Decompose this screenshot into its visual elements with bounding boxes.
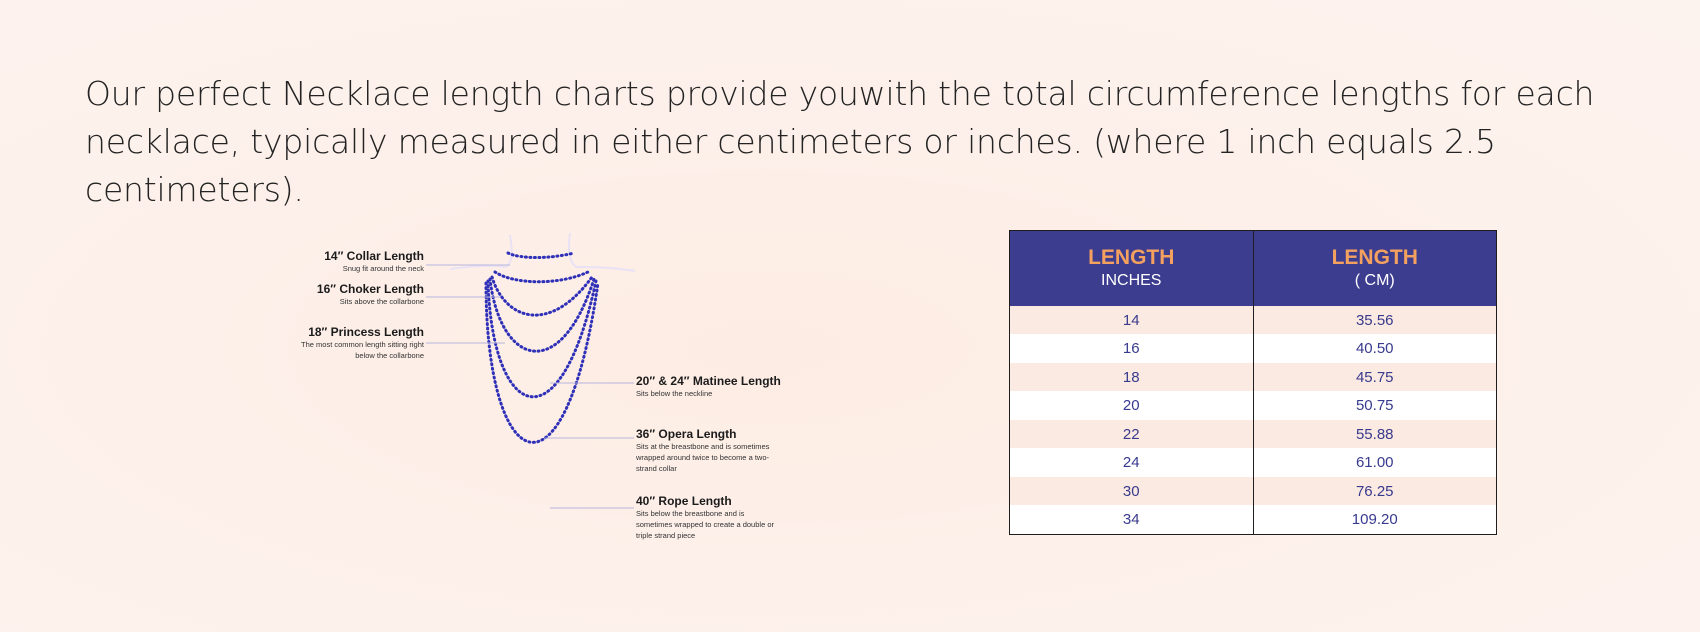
table-row [1010, 448, 1497, 476]
necklace-length-diagram [300, 225, 800, 555]
necklace-rope [486, 283, 598, 442]
label-matinee [636, 374, 786, 399]
cell-inches: 22 [1010, 420, 1254, 448]
cell-inches: 30 [1010, 477, 1254, 505]
cell-cm: 55.88 [1253, 420, 1497, 448]
cell-inches: 18 [1010, 363, 1254, 391]
label-princess [294, 325, 424, 361]
header-cm-title: LENGTH [1331, 245, 1418, 269]
label-rope-desc: Sits below the breastbone and is sometimes wrapped to create a double or triple strand piece [636, 509, 774, 540]
header-inches-unit: INCHES [1101, 271, 1162, 289]
table-row [1010, 477, 1497, 505]
cell-inches: 24 [1010, 448, 1254, 476]
cell-cm: 109.20 [1253, 505, 1497, 534]
neck-outline [506, 233, 576, 267]
label-choker-desc: Sits above the collarbone [339, 297, 424, 306]
header-cm [1253, 231, 1497, 307]
label-princess-title: 18″ Princess Length [308, 325, 424, 339]
length-conversion-table [1009, 230, 1497, 535]
label-opera [636, 427, 776, 474]
cell-cm: 61.00 [1253, 448, 1497, 476]
table-row [1010, 505, 1497, 534]
necklace-collar [508, 253, 574, 258]
label-choker-title: 16″ Choker Length [316, 282, 424, 296]
necklace-choker [495, 272, 588, 282]
header-inches-title: LENGTH [1088, 245, 1175, 269]
label-opera-title: 36″ Opera Length [636, 427, 737, 441]
table-header-row [1010, 231, 1497, 307]
label-rope-title: 40″ Rope Length [636, 494, 732, 508]
cell-cm: 40.50 [1253, 334, 1497, 362]
label-opera-desc: Sits at the breastbone and is sometimes wrapped around twice to become a two-strand collar [636, 442, 770, 473]
shoulder-outline [450, 266, 635, 271]
cell-cm: 76.25 [1253, 477, 1497, 505]
intro-text: Our perfect Necklace length charts provide youwith the total circumference lengths for each necklace, typically measured in either centimeters or inches. (where 1 inch equals 2.5 centimeters). [85, 74, 1595, 209]
table-row [1010, 420, 1497, 448]
necklace-opera [488, 281, 596, 397]
table-row [1010, 363, 1497, 391]
cell-cm: 45.75 [1253, 363, 1497, 391]
cell-inches: 20 [1010, 391, 1254, 419]
cell-cm: 35.56 [1253, 306, 1497, 334]
header-cm-unit: ( CM) [1354, 271, 1395, 289]
table-row [1010, 306, 1497, 334]
cell-cm: 50.75 [1253, 391, 1497, 419]
header-inches [1010, 231, 1254, 307]
label-collar-desc: Snug fit around the neck [342, 264, 424, 273]
label-collar-title: 14″ Collar Length [324, 249, 424, 263]
label-princess-desc: The most common length sitting right below the collarbone [301, 340, 424, 360]
label-collar [284, 249, 424, 274]
label-rope [636, 494, 776, 541]
label-matinee-desc: Sits below the neckline [636, 389, 713, 398]
cell-inches: 16 [1010, 334, 1254, 362]
table-row [1010, 391, 1497, 419]
cell-inches: 14 [1010, 306, 1254, 334]
cell-inches: 34 [1010, 505, 1254, 534]
table-row [1010, 334, 1497, 362]
label-choker [284, 282, 424, 307]
label-matinee-title: 20″ & 24″ Matinee Length [636, 374, 781, 388]
